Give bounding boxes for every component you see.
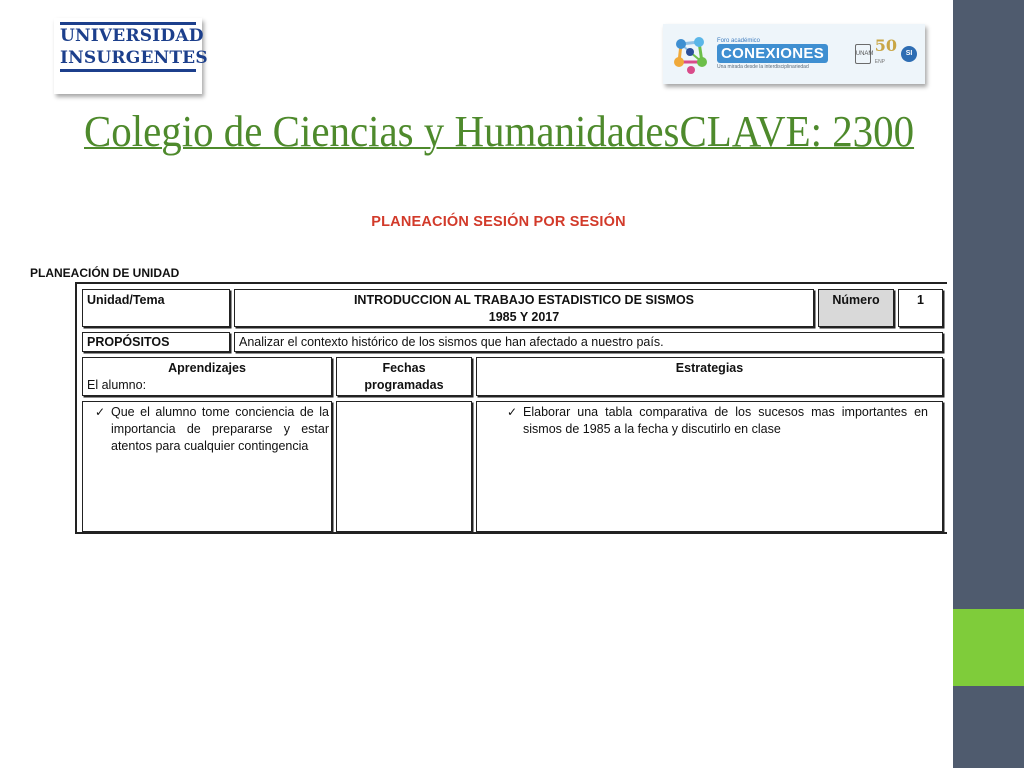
conexiones-text-block [717,38,828,70]
session-plan-heading: PLANEACIÓN SESIÓN POR SESIÓN [371,214,626,230]
conexiones-logo [663,24,925,84]
purposes-label-cell: PROPÓSITOS [82,332,230,352]
number-value-cell: 1 [898,289,943,327]
unit-topic-value-cell [234,289,814,327]
learning-header: Aprendizajes [168,361,246,375]
strategy-item-text: Elaborar una tabla comparativa de los sucesos mas importantes en sismos de 1985 a la fecha y discutirlo en clase [523,405,928,436]
unam-seal-icon: UNAM [855,44,871,64]
conexiones-wordmark: CONEXIONES [717,44,828,63]
universidad-insurgentes-logo [54,18,208,94]
learning-list-item [89,404,329,455]
dates-header-cell [336,357,472,396]
si-badge-icon: SI [901,46,917,62]
learning-item-text: Que el alumno tome conciencia de la importancia de prepararse y estar atentos para cualquier contingencia [111,405,329,453]
learning-content-cell [82,401,332,532]
strategy-list-item [501,404,928,438]
page-title [84,104,915,160]
molecule-icon [671,32,711,76]
unit-topic-label-cell: Unidad/Tema [82,289,230,327]
logo-word-1: UNIVERSIDAD [60,26,204,46]
unit-plan-label: PLANEACIÓN DE UNIDAD [30,266,180,280]
institution-marks [855,38,917,70]
logo-bottom-rule [60,69,196,72]
logo-word-2: INSURGENTES [60,48,208,68]
strategies-header-cell: Estrategias [476,357,943,396]
unit-topic-line-2: 1985 Y 2017 [488,310,560,324]
conexiones-small-caption: Foro académico [717,38,761,44]
learning-subheader: El alumno: [87,378,147,392]
conexiones-tagline: Una mirada desde la interdisciplinariedad [717,64,809,70]
checkmark-icon: ✓ [94,405,106,419]
course-key: CLAVE: 2300 [679,107,915,156]
anniversary-number: 50 [874,36,897,55]
dates-header-line-1: Fechas [382,361,426,375]
unit-topic-line-1: INTRODUCCION AL TRABAJO ESTADISTICO DE SISMOS [353,293,695,307]
side-accent-block [953,609,1024,686]
learning-header-cell [82,357,332,396]
unit-plan-form [75,282,947,534]
anniversary-caption: ENP [874,59,886,65]
college-name: Colegio de Ciencias y Humanidades [84,107,680,156]
dates-content-cell [336,401,472,532]
strategies-content-cell [476,401,943,532]
dates-header-line-2: programadas [364,378,444,392]
purposes-value-cell: Analizar el contexto histórico de los sismos que han afectado a nuestro país. [234,332,943,352]
number-label-cell: Número [818,289,894,327]
anniversary-50-icon [875,38,897,70]
checkmark-icon: ✓ [506,405,518,419]
